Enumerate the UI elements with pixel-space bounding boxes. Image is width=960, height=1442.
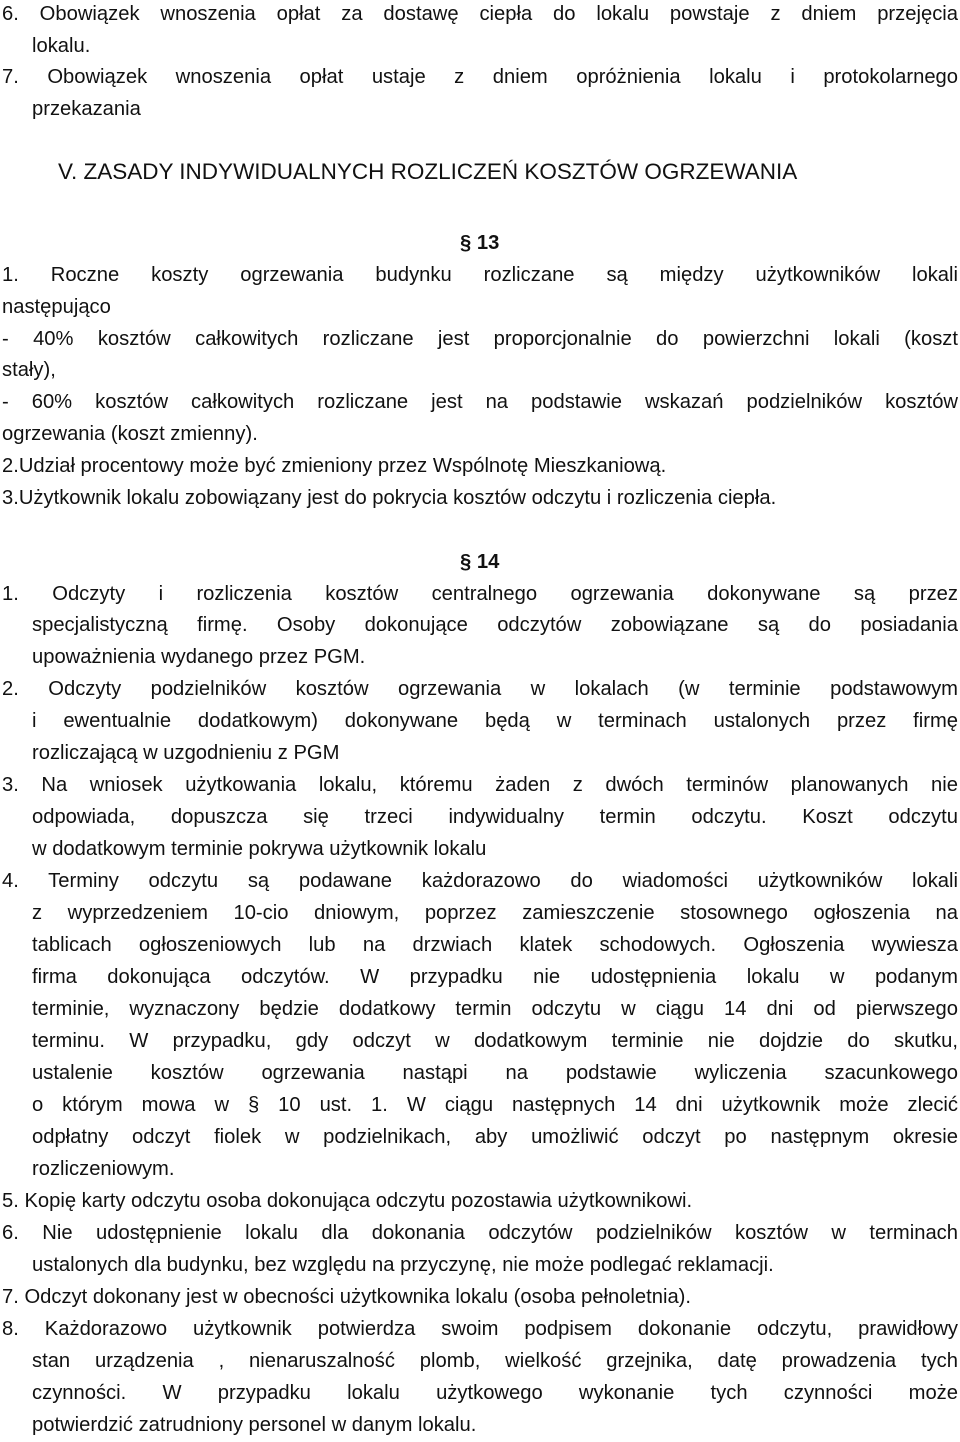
para-14-line: specjalistyczną firmę. Osoby dokonujące odczytów zobowiązane są do posiadania [32,614,958,636]
para-13-line: 3.Użytkownik lokalu zobowiązany jest do pokrycia kosztów odczytu i rozliczenia ciepła. [2,487,777,509]
para-14-line: o którym mowa w § 10 ust. 1. W ciągu następnych 14 dni użytkownik może zlecić [32,1094,958,1116]
para-14-line: 2. Odczyty podzielników kosztów ogrzewania w lokalach (w terminie podstawowym [2,678,958,700]
para-14-line: 3. Na wniosek użytkowania lokalu, któremu żaden z dwóch terminów planowanych nie [2,774,958,796]
para-14-line: czynności. W przypadku lokalu użytkowego wykonanie tych czynności może [32,1382,958,1404]
para-14-line: odpłatny odczyt fiolek w podzielnikach, aby umożliwić odczyt po następnym okresie [32,1126,958,1148]
para-13-line: ogrzewania (koszt zmienny). [2,423,258,445]
item-6-line-1: 6. Obowiązek wnoszenia opłat za dostawę ciepła do lokalu powstaje z dniem przejęcia [2,3,958,25]
para-14-line: 4. Terminy odczytu są podawane każdorazowo do wiadomości użytkowników lokali [2,870,958,892]
para-14-line: z wyprzedzeniem 10-cio dniowym, poprzez zamieszczenie stosownego ogłoszenia na [32,902,958,924]
para-14-line: 6. Nie udostępnienie lokalu dla dokonania odczytów podzielników kosztów w terminach [2,1222,958,1244]
section-heading: V. ZASADY INDYWIDUALNYCH ROZLICZEŃ KOSZTÓW OGRZEWANIA [58,159,798,184]
para-14-line: ustalonych dla budynku, bez względu na przyczynę, nie może podlegać reklamacji. [32,1254,774,1276]
para-14-line: w dodatkowym terminie pokrywa użytkownik lokalu [32,838,487,860]
para-14-line: 1. Odczyty i rozliczenia kosztów centralnego ogrzewania dokonywane są przez [2,583,958,605]
item-7-line-1: 7. Obowiązek wnoszenia opłat ustaje z dniem opróżnienia lokalu i protokolarnego [2,66,958,88]
para-14-line: rozliczeniowym. [32,1158,175,1180]
para-13-line: - 40% kosztów całkowitych rozliczane jest proporcjonalnie do powierzchni lokali (koszt [2,328,958,350]
para-14-line: upoważnienia wydanego przez PGM. [32,646,366,668]
para-14-line: i ewentualnie dodatkowym) dokonywane będą w terminach ustalonych przez firmę [32,710,958,732]
para-14-line: 5. Kopię karty odczytu osoba dokonująca odczytu pozostawia użytkownikowi. [2,1190,693,1212]
item-6-line-2: lokalu. [32,35,91,57]
para-13-line: 1. Roczne koszty ogrzewania budynku rozliczane są między użytkowników lokali [2,264,958,286]
para-13-line: stały), [2,359,56,381]
item-7-line-2: przekazania [32,98,141,120]
paragraph-14-title: § 14 [460,551,500,573]
para-14-line: terminie, wyznaczony będzie dodatkowy termin odczytu w ciągu 14 dni od pierwszego [32,998,958,1020]
para-14-line: terminu. W przypadku, gdy odczyt w dodatkowym terminie nie dojdzie do skutku, [32,1030,958,1052]
paragraph-13-title: § 13 [460,232,500,254]
para-13-line: - 60% kosztów całkowitych rozliczane jest na podstawie wskazań podzielników kosztów [2,391,958,413]
para-13-line: 2.Udział procentowy może być zmieniony przez Wspólnotę Mieszkaniową. [2,455,667,477]
para-14-line: 7. Odczyt dokonany jest w obecności użytkownika lokalu (osoba pełnoletnia). [2,1286,691,1308]
para-13-line: następująco [2,296,111,318]
para-14-line: potwierdzić zatrudniony personel w danym lokalu. [32,1414,477,1436]
para-14-line: ustalenie kosztów ogrzewania nastąpi na podstawie wyliczenia szacunkowego [32,1062,958,1084]
para-14-line: odpowiada, dopuszcza się trzeci indywidualny termin odczytu. Koszt odczytu [32,806,958,828]
para-14-line: firma dokonująca odczytów. W przypadku nie udostępnienia lokalu w podanym [32,966,958,988]
para-14-line: stan urządzenia , nienaruszalność plomb, wielkość grzejnika, datę prowadzenia tych [32,1350,958,1372]
para-14-line: tablicach ogłoszeniowych lub na drzwiach klatek schodowych. Ogłoszenia wywiesza [32,934,958,956]
para-14-line: 8. Każdorazowo użytkownik potwierdza swoim podpisem dokonanie odczytu, prawidłowy [2,1318,958,1340]
para-14-line: rozliczającą w uzgodnieniu z PGM [32,742,340,764]
